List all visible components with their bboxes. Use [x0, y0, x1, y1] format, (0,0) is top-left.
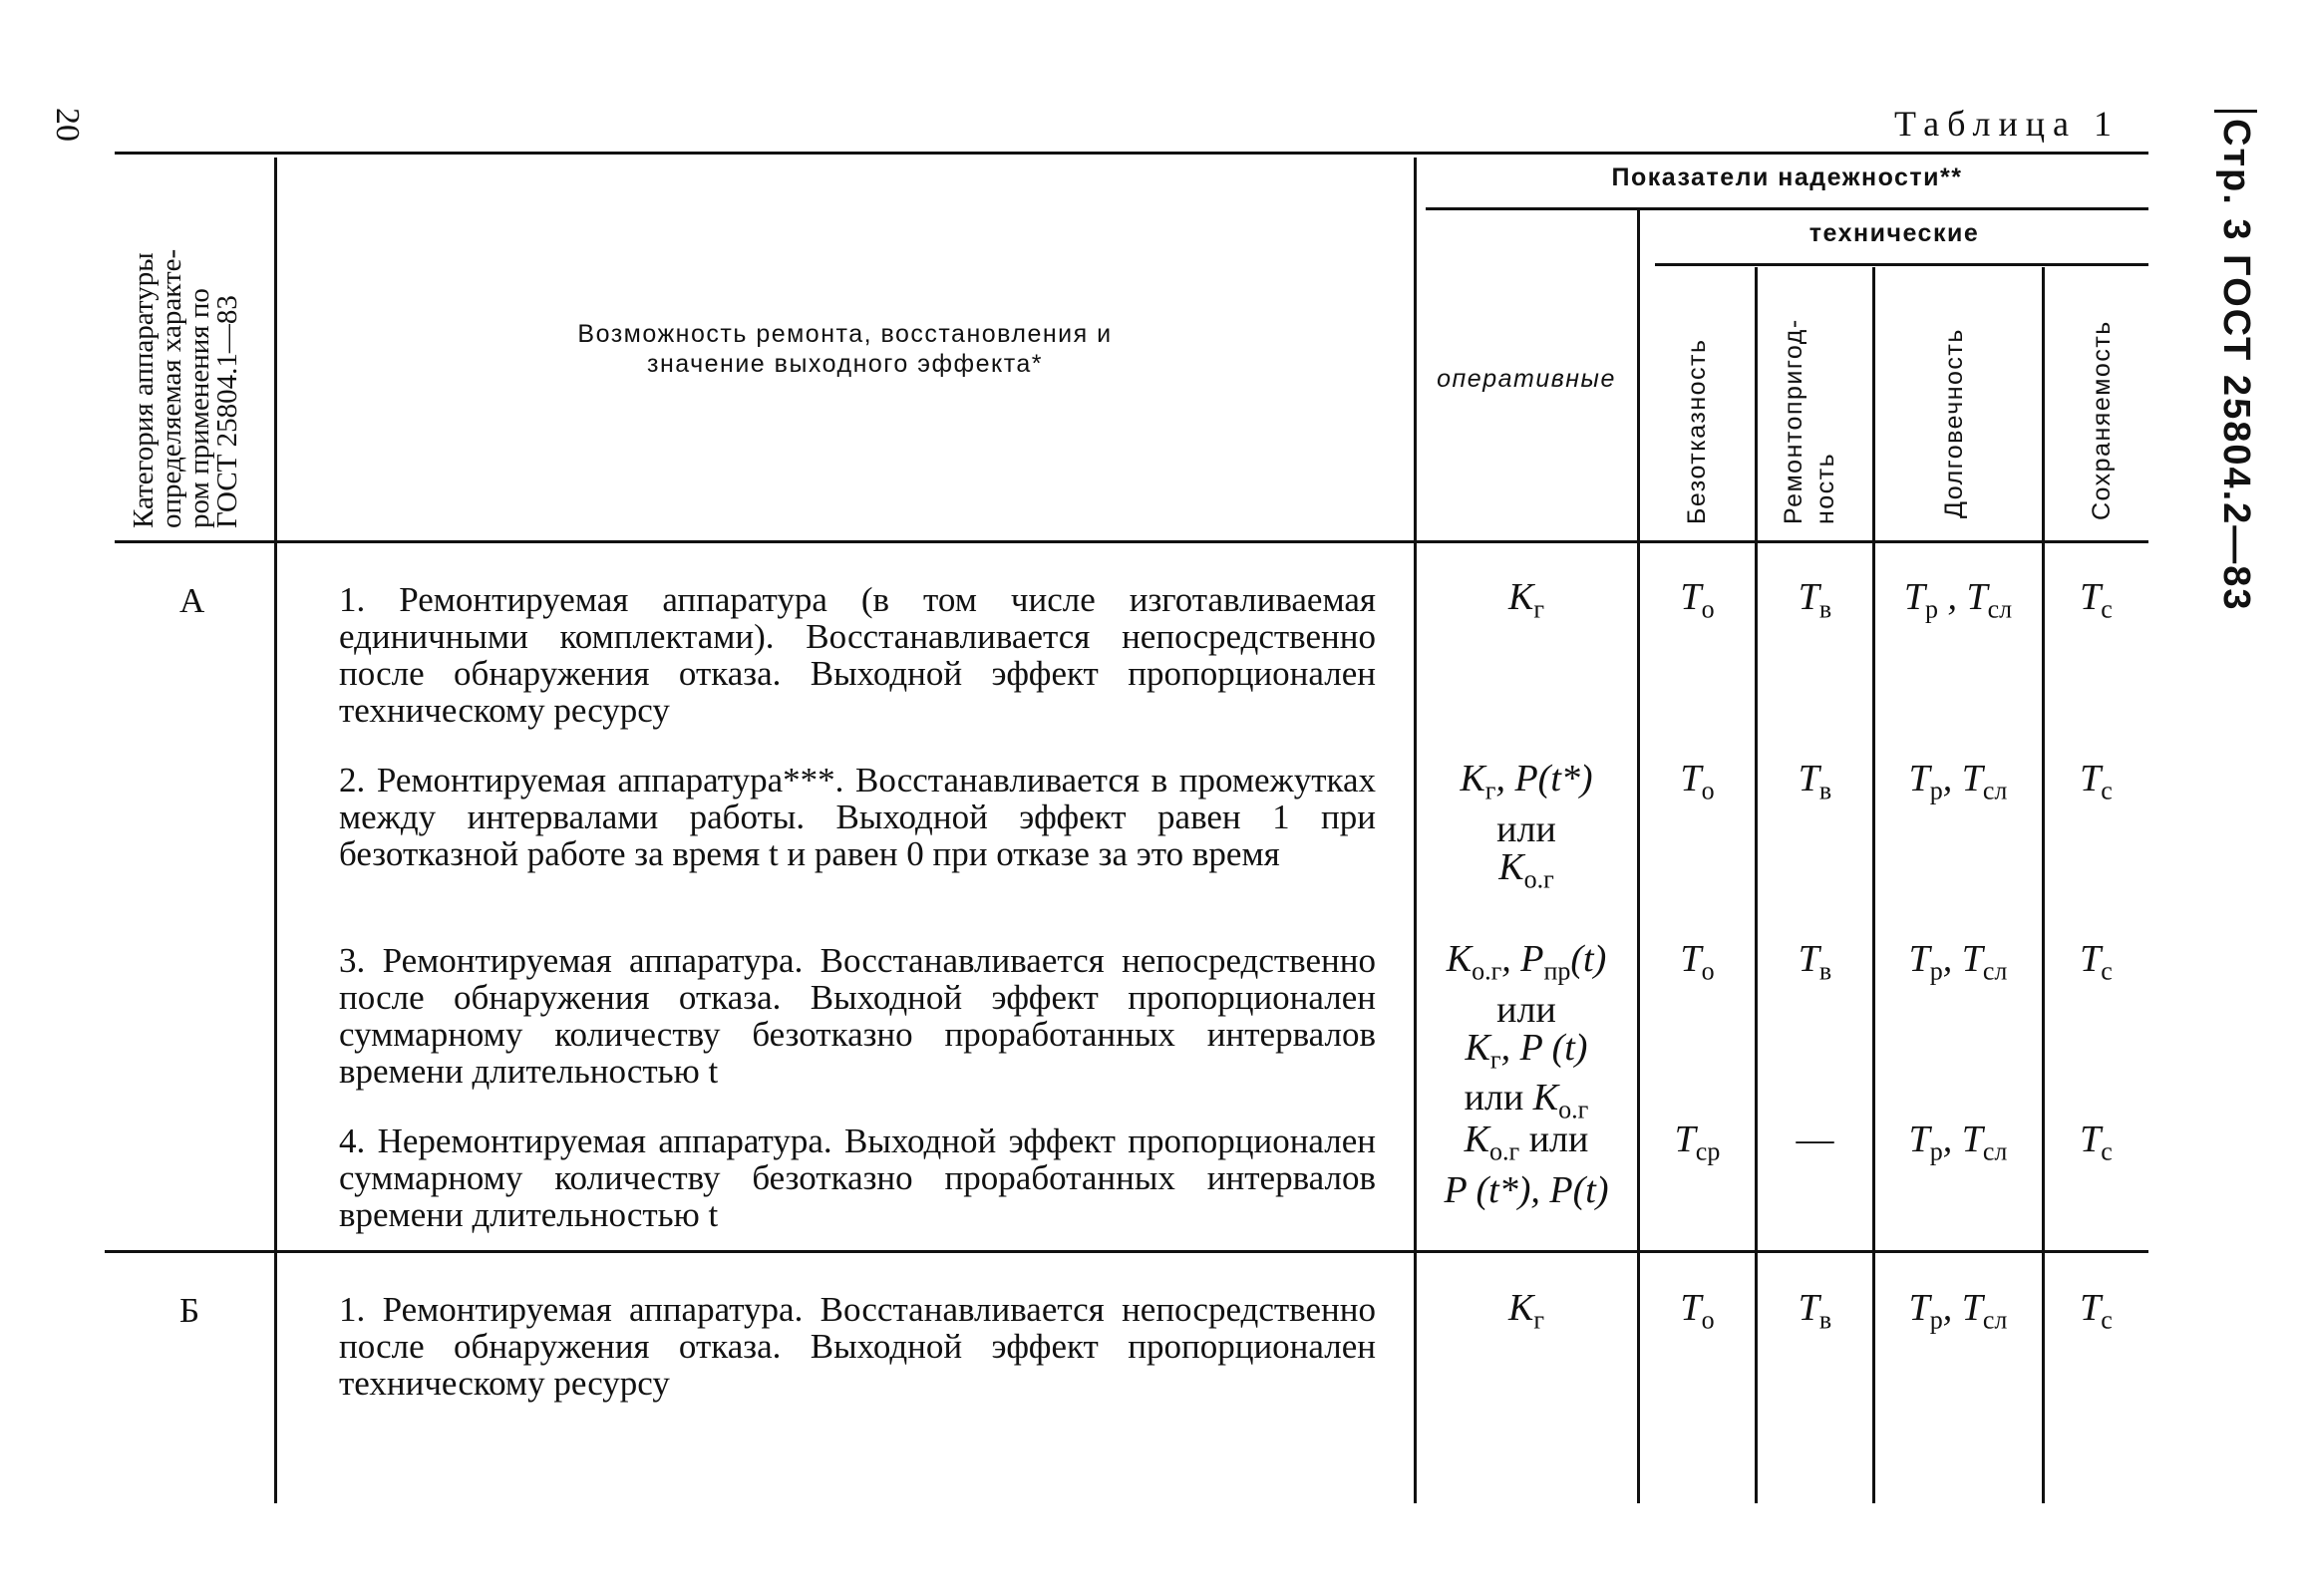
- indicators-rule: [1426, 207, 2148, 210]
- operational-indicator: $K_г$, P(t*) или $K_{о.г}$: [1460, 758, 1593, 894]
- category-b: Б: [179, 1291, 200, 1330]
- failure-free-indicator: $T_о$: [1680, 758, 1715, 805]
- storability-indicator: $T_с$: [2080, 1118, 2113, 1166]
- col-divider-1: [274, 158, 277, 1503]
- failure-free-indicator: $T_о$: [1680, 938, 1715, 986]
- table-top-rule: [115, 152, 2148, 155]
- maintainability-indicator: $T_в$: [1798, 1287, 1832, 1335]
- header-possibility: Возможность ремонта, восстановления и значение выходного эффекта*: [577, 320, 1113, 378]
- storability-indicator: $T_с$: [2080, 938, 2113, 986]
- durability-indicator: $T_р$, $T_{сл}$: [1908, 1287, 2008, 1335]
- technical-rule: [1655, 263, 2148, 266]
- row-description: 2. Ремонтируемая аппаратура***. Восстанавливается в промежутках между интервалами работы. Выходной эффект равен 1 при безотказной работе за время t и равен 0 при отказе за это время: [339, 761, 1376, 873]
- operational-indicator: $K_г$: [1507, 1287, 1545, 1335]
- storability-indicator: $T_с$: [2080, 758, 2113, 805]
- header-operational: оперативные: [1437, 365, 1616, 393]
- header-durability: Долговечность: [1940, 328, 1968, 518]
- row-description: 1. Ремонтируемая аппаратура (в том числе изготавливаемая единичными комплектами). Восстанавливается непосредственно после обнаружения отказа. Выходной эффект пропорционален техническому ресурсу: [339, 580, 1376, 730]
- operational-indicator: $K_г$: [1507, 576, 1545, 624]
- row-description: 1. Ремонтируемая аппаратура. Восстанавливается непосредственно после обнаружения отказа. Выходной эффект пропорционален техническому ресурсу: [339, 1290, 1376, 1403]
- header-maintainability: Ремонтопригод- ность: [1780, 318, 1839, 524]
- header-bottom-rule: [115, 540, 2148, 543]
- durability-indicator: $T_р$, $T_{сл}$: [1908, 758, 2008, 805]
- header-storability: Сохраняемость: [2088, 320, 2116, 520]
- row-description: 4. Неремонтируемая аппаратура. Выходной эффект пропорционален суммарному количеству безотказно проработанных интервалов времени длительностью t: [339, 1121, 1376, 1234]
- group-a-bottom-rule: [105, 1250, 2148, 1253]
- maintainability-indicator: —: [1796, 1118, 1834, 1160]
- operational-indicator: $K_{о.г}$, $P_{пр}(t)$ или $K_г$, P (t) или $K_{о.г}$: [1446, 938, 1607, 1124]
- storability-indicator: $T_с$: [2080, 576, 2113, 624]
- maintainability-indicator: $T_в$: [1798, 576, 1832, 624]
- maintainability-indicator: $T_в$: [1798, 938, 1832, 986]
- failure-free-indicator: $T_{ср}$: [1674, 1118, 1721, 1166]
- maintainability-indicator: $T_в$: [1798, 758, 1832, 805]
- durability-indicator: $T_р$ , $T_{сл}$: [1903, 576, 2013, 624]
- operational-indicator: $K_{о.г}$ или P (t*), P(t): [1444, 1118, 1609, 1211]
- header-category: Категория аппаратуры определяемая характе- ром применения по ГОСТ 25804.1—83: [128, 248, 243, 528]
- category-a: А: [179, 581, 205, 620]
- storability-indicator: $T_с$: [2080, 1287, 2113, 1335]
- header-failure-free: Безотказность: [1683, 338, 1711, 524]
- standard-reference: Стр. 3 ГОСТ 25804.2—83: [2214, 110, 2257, 612]
- row-description: 3. Ремонтируемая аппаратура. Восстанавливается непосредственно после обнаружения отказа. Выходной эффект пропорционален суммарному количеству безотказно проработанных интервалов времени длительностью t: [339, 941, 1376, 1091]
- page-number: 20: [49, 108, 86, 142]
- failure-free-indicator: $T_о$: [1680, 576, 1715, 624]
- durability-indicator: $T_р$, $T_{сл}$: [1908, 938, 2008, 986]
- header-technical: технические: [1808, 219, 1980, 247]
- durability-indicator: $T_р$, $T_{сл}$: [1908, 1118, 2008, 1166]
- table-title: Таблица 1: [1894, 104, 2120, 144]
- failure-free-indicator: $T_о$: [1680, 1287, 1715, 1335]
- header-indicators: Показатели надежности**: [1611, 163, 1963, 191]
